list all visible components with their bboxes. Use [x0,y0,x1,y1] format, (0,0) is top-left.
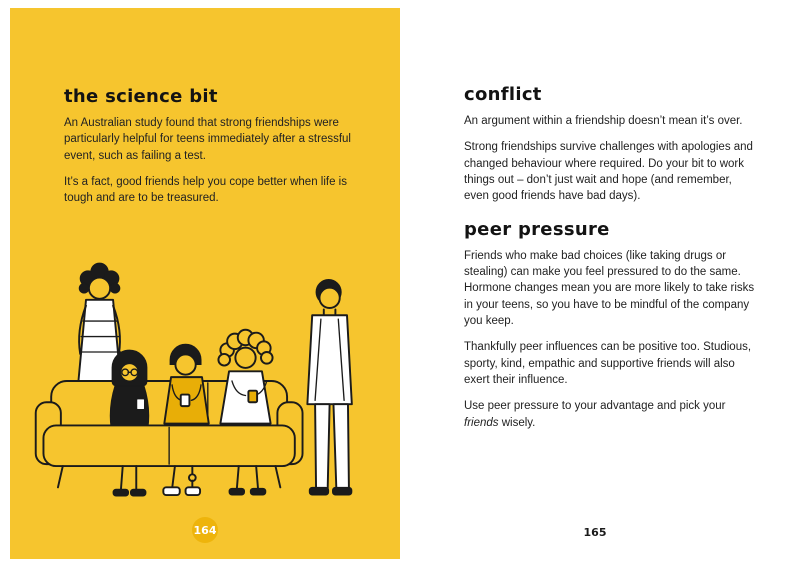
paragraph: An Australian study found that strong friendships were particularly helpful for teens immediately after a stressful event, such as failing a test. [64,117,351,162]
seated-girl-glasses-figure [110,350,148,428]
seated-woman-figure [218,330,272,424]
right-page-content [464,84,756,441]
paragraph: It’s a fact, good friends help you cope better when life is tough and are to be treasured. [64,175,347,205]
paragraph: Thankfully peer influences can be positive too. Studious, sporty, kind, empathic and supportive friends will also exert their influence. [464,341,752,386]
heading-science-bit: the science bit [64,86,218,107]
closing-text-pre: Use peer pressure to your advantage and pick your [464,400,726,413]
standing-man-figure [307,280,351,496]
page-number: 165 [583,526,607,539]
seated-legs [113,466,266,496]
paragraph: Strong friendships survive challenges with apologies and changed behaviour where required. Do your bit to work things out – don’t just wait and hope (and remember, even good friends have bad days). [464,141,753,203]
heading-peer-pressure: peer pressure [464,218,610,240]
left-page [10,8,400,559]
closing-text-italic: friends [464,416,499,429]
friends-on-couch-illustration [28,236,376,526]
paragraph: An argument within a friendship doesn’t mean it’s over. [464,115,743,127]
paragraph: Friends who make bad choices (like taking drugs or stealing) can make you feel pressured to do the same. Hormone changes mean you are more likely to take risks in your teens, so you have to be mindful of the company you keep. [464,249,755,327]
page-number-badge [192,517,218,543]
right-page [400,8,790,559]
heading-conflict: conflict [464,84,542,105]
left-page-content [64,86,366,217]
page-number: 164 [193,523,217,537]
paragraph [464,398,756,431]
seated-boy-figure [164,344,208,423]
closing-text-post: wisely. [498,416,536,429]
